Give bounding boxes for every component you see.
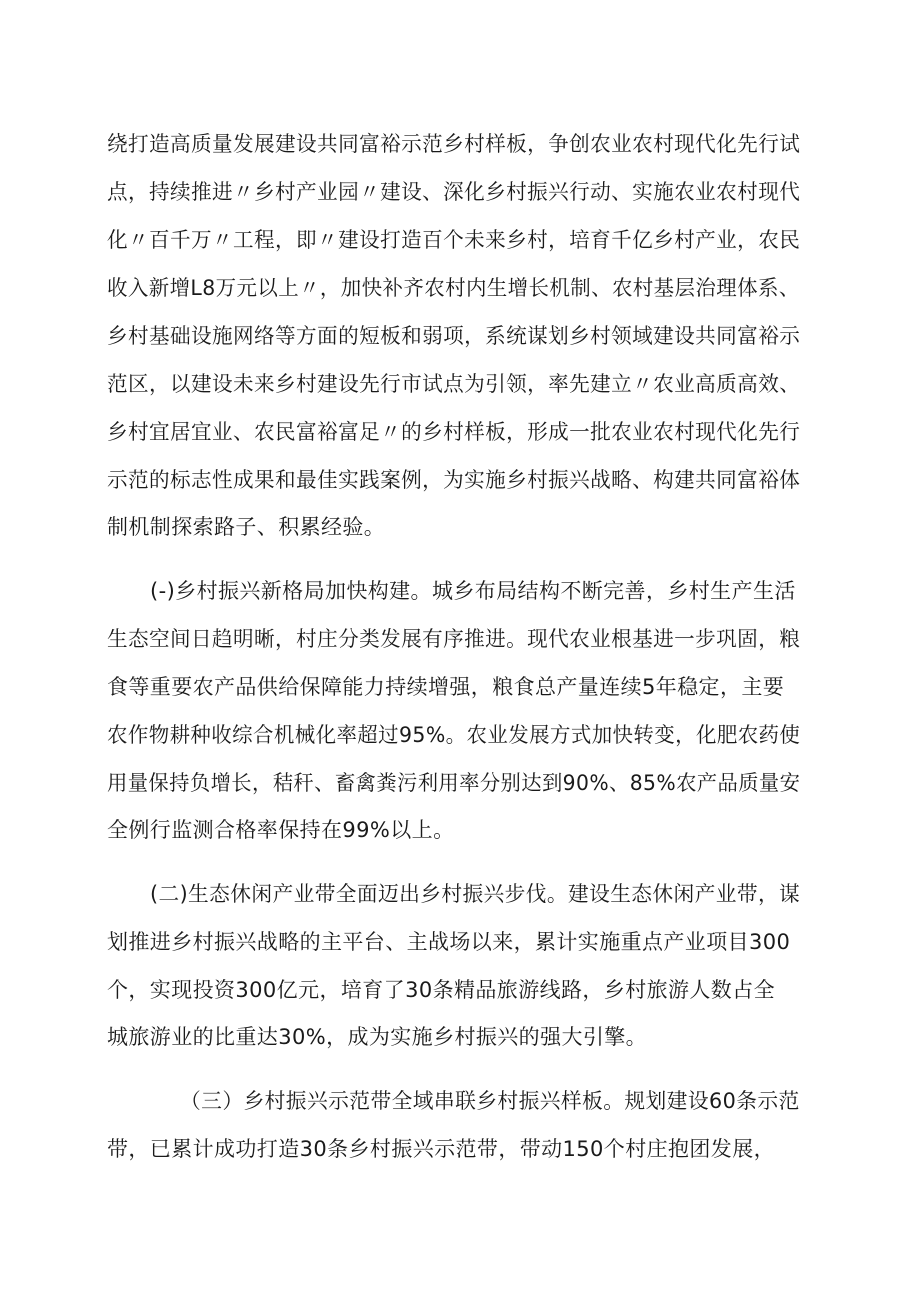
text-line: 示范的标志性成果和最佳实践案例，为实施乡村振兴战略、构建共同富裕体 xyxy=(107,468,801,492)
text-line: 绕打造高质量发展建设共同富裕示范乡村样板，争创农业农村现代化先行试 xyxy=(107,132,801,156)
text-line: 用量保持负增长，秸秆、畜禽粪污利用率分别达到90%、85%农产品质量安 xyxy=(107,771,801,795)
text-line: 乡村基础设施网络等方面的短板和弱项，系统谋划乡村领域建设共同富裕示 xyxy=(107,324,801,348)
text-line: (二)生态休闲产业带全面迈出乡村振兴步伐。建设生态休闲产业带，谋 xyxy=(150,882,801,906)
text-line: 全例行监测合格率保持在99%以上。 xyxy=(107,818,455,842)
text-line: 个，实现投资300亿元，培育了30条精品旅游线路，乡村旅游人数占全 xyxy=(107,978,776,1002)
text-line: 收入新增L8万元以上〃，加快补齐农村内生增长机制、农村基层治理体系、 xyxy=(107,276,800,300)
text-line: 制机制探索路子、积累经验。 xyxy=(107,515,386,539)
text-line: 食等重要农产品供给保障能力持续增强，粮食总产量连续5年稳定，主要 xyxy=(107,675,785,699)
text-line: （三）乡村振兴示范带全域串联乡村振兴样板。规划建设60条示范 xyxy=(180,1089,800,1113)
text-line: 城旅游业的比重达30%，成为实施乡村振兴的强大引擎。 xyxy=(107,1025,648,1049)
text-line: 点，持续推进〃乡村产业园〃建设、深化乡村振兴行动、实施农业农村现代 xyxy=(107,180,801,204)
text-line: 农作物耕种收综合机械化率超过95%。农业发展方式加快转变，化肥农药使 xyxy=(107,723,801,747)
text-line: 乡村宜居宜业、农民富裕富足〃的乡村样板，形成一批农业农村现代化先行 xyxy=(107,420,801,444)
text-line: 带，已累计成功打造30条乡村振兴示范带，带动150个村庄抱团发展， xyxy=(107,1137,776,1161)
text-line: 化〃百千万〃工程，即〃建设打造百个未来乡村，培育千亿乡村产业，农民 xyxy=(107,228,801,252)
text-line: (-)乡村振兴新格局加快构建。城乡布局结构不断完善，乡村生产生活 xyxy=(150,579,796,603)
text-line: 划推进乡村振兴战略的主平台、主战场以来，累计实施重点产业项目300 xyxy=(107,930,791,954)
text-line: 生态空间日趋明晰，村庄分类发展有序推进。现代农业根基进一步巩固，粮 xyxy=(107,627,801,651)
text-line: 范区，以建设未来乡村建设先行市试点为引领，率先建立〃农业高质高效、 xyxy=(107,372,801,396)
